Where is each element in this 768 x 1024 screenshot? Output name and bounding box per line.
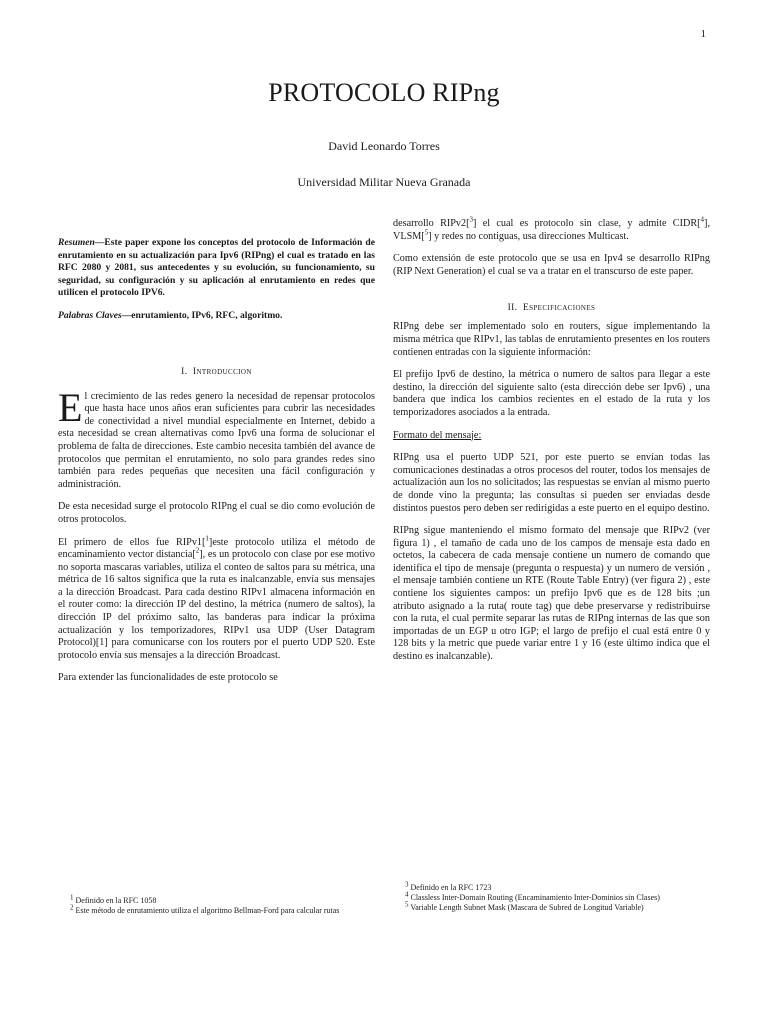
footnote-ref[interactable]: 5 [424,228,429,237]
footnote-5 [393,900,710,913]
keywords [58,310,375,323]
section-number: II. [507,303,518,314]
footnote-4 [393,890,710,903]
footnote-2 [58,903,375,916]
section-number: I. [181,366,188,377]
author-name: David Leonardo Torres [328,139,440,153]
affiliation: Universidad Militar Nueva Granada [297,175,471,189]
footnotes-right [393,880,710,913]
abstract-label: Resumen [58,237,95,248]
right-paragraph-1 [393,215,710,243]
right-column [393,215,710,664]
footnote-mark: 1 [70,893,74,902]
right-paragraph-2: Como extensión de este protocolo que se usa en Ipv4 se desarrollo RIPng (RIP Next Generation) el cual se va a tratar en el transcurso de este paper. [393,253,710,277]
spec-paragraph-4: RIPng sigue manteniendo el mismo formato del mensaje que RIPv2 (ver figura 1) , el tamaño de cada uno de los campos de mensaje esta dado en octetos, la cabecera de cada mensaje contiene un numero de comando que identifica el tipo de mensaje (pregunta o respuesta) y un numero de versión , el mensaje también contiene un RTE (Route Table Entry) (ver figura 2) , este contiene los siguientes campos: un prefijo Ipv6 que es de 128 bits ;un atributo asignado a la ruta( route tag) que debe preservarse y redistribuirse con la ruta, el cual permite separar las rutas de RIPng internas de las que son importadas de un EGP u otro IGP; el largo de prefijo el cual está entre 0 y 128 bits y la metric que puede variar entre 1 y 16 (este último indica que el destino es inalcanzable). [393,525,710,663]
footnote-ref[interactable]: 4 [700,215,705,224]
keywords-text: —enrutamiento, IPv6, RFC, algoritmo. [121,309,283,321]
footnote-ref[interactable]: 2 [195,546,200,555]
footnote-text: Definido en la RFC 1723 [410,883,492,892]
footnote-ref[interactable]: 3 [469,215,473,224]
page-title: PROTOCOLO RIPng [268,78,500,107]
text-run: ]este protocolo utiliza el método de encaminamiento vector distancia[ [58,536,375,561]
text-run: ] el cual es protocolo sin clase, y admite CIDR[ [473,218,701,229]
intro-paragraph-1-text: l crecimiento de las redes genero la necesidad de repensar protocolos que hasta hace unos años eran suficientes para cubrir las necesidades de conectividad a nivel mundial especialmente en Internet, debido a esta necesidad se crean alternativas como Ipv6 una forma de solucionar el problema de falta de direcciones. Este cambio necesita también del avance de protocolos que permitan el enrutamiento, no solo para grandes redes sino también para redes pequeñas que necesiten una fácil configuración y administración. [58,390,375,490]
drop-cap: E [58,384,83,430]
intro-paragraph-1 [58,384,375,492]
footnote-mark: 4 [405,890,409,899]
left-column [58,218,375,685]
footnote-text: Definido en la RFC 1058 [75,896,157,905]
footnote-1 [58,893,375,906]
footnote-text: Este método de enrutamiento utiliza el algoritmo Bellman-Ford para calcular rutas [75,906,340,915]
footnote-mark: 3 [405,880,409,889]
spec-paragraph-1: RIPng debe ser implementado solo en routers, sigue implementando la misma métrica que RIPv1, las tablas de enrutamiento presentes en los routers contienen entradas con la siguiente información: [393,321,710,358]
section-title: Especificaciones [522,303,596,314]
text-run: ], es un protocolo con clase por ese motivo no soporta mascaras variables, utiliza el conteo de saltos para su métrica, una métrica de 16 saltos significa que la ruta es inalcanzable, envía sus mensajes a la dirección Broadcast. Para cada destino RIPv1 almacena información en el router como: la dirección IP del destino, la métrica (numero de saltos), la dirección IP del próximo salto, las banderas para indicar la próxima actualización y los temporizadores, RIPv1 usa UDP (User Datagram Protocol)[1] para comunicarse con los routers por el puerto UDP 520. Este protocolo envía sus mensajes a la dirección Broadcast. [58,549,375,661]
intro-paragraph-4: Para extender las funcionalidades de este protocolo se [58,672,278,684]
text-run: ], VLSM[ [393,218,710,242]
footnotes-left [58,893,375,916]
text-run: ] y redes no contiguas, usa direcciones Multicast. [428,230,629,242]
footnote-text: Classless Inter-Domain Routing (Encaminamiento Inter-Dominios sin Clases) [410,893,660,902]
text-run: El primero de ellos fue RIPv1[ [58,536,206,548]
section-heading-introduccion [58,367,375,377]
footnote-ref[interactable]: 1 [205,534,209,543]
spec-paragraph-3: RIPng usa el puerto UDP 521, por este puerto se envían todas las comunicaciones destinadas a otros procesos del router, todos los mensajes de actualización aun los no solicitados; las respuestas se envían al mismo puerto de donde vino la pregunta; las consultas si pueden ser enviadas desde distintos puestos pero deben ser redirigidas a este puerto en el equipo destino. [393,452,710,514]
subheading-formato-mensaje: Formato del mensaje: [393,429,482,441]
section-title: Introduccion [192,366,252,377]
footnote-3 [393,880,710,893]
abstract-text: —Este paper expone los conceptos del protocolo de Información de enrutamiento en su actualización para Ipv6 (RIPng) el cual es tratado en las RFC 2080 y 2081, sus antecedentes y su evolución, su funcionamiento, su seguridad, su configuración y su aplicación al enrutamiento en redes que utilicen el protocolo IPV6. [58,237,375,299]
footnote-mark: 5 [405,900,409,909]
text-run: desarrollo RIPv2[ [393,218,470,229]
section-heading-especificaciones [393,303,710,313]
spec-paragraph-2: El prefijo Ipv6 de destino, la métrica o numero de saltos para llegar a este destino, la dirección del siguiente salto (esta dirección debe ser Ipv6) , una bandera que indica los cambios recientes en el estado de la ruta y los temporizadores asociados a la entrada. [393,369,710,418]
footnote-text: Variable Length Subnet Mask (Mascara de Subred de Longitud Variable) [410,903,644,912]
intro-paragraph-2: De esta necesidad surge el protocolo RIPng el cual se dio como evolución de otros protocolos. [58,501,375,525]
page-number: 1 [700,28,706,40]
abstract [58,237,375,300]
footnote-mark: 2 [70,903,74,912]
keywords-label: Palabras Claves [58,309,122,321]
intro-paragraph-3 [58,534,375,663]
